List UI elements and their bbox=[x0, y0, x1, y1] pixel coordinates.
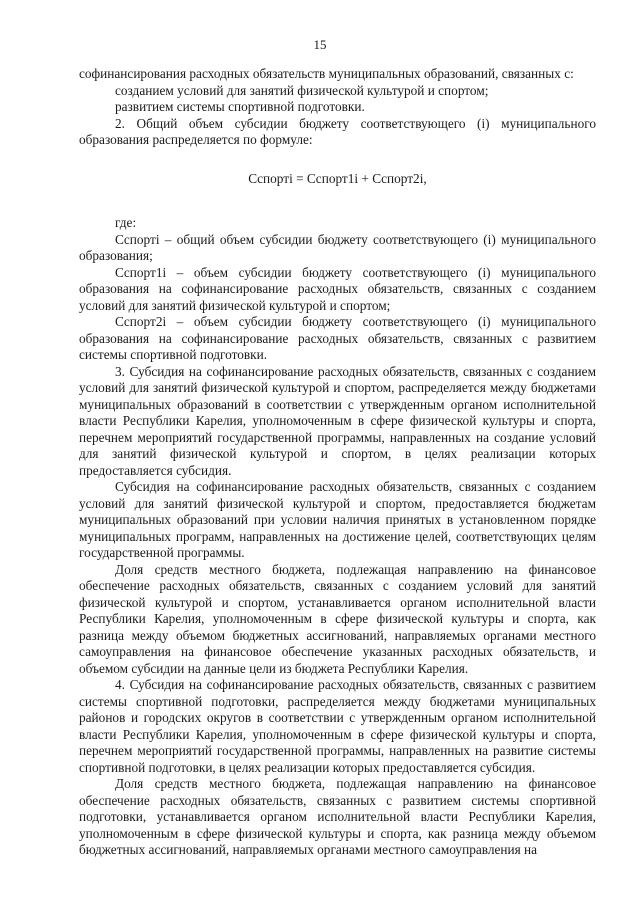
document-body bbox=[79, 66, 596, 859]
paragraph-continuation: софинансирования расходных обязательств муниципальных образований, связанных с: bbox=[79, 66, 574, 81]
paragraph-clause-4: 4. Субсидия на софинансирование расходных обязательств, связанных с развитием системы спортивной подготовки, распределяется между бюджетами муниципальных районов и городских округов в соответствии с утвержденным органом исполнительной власти Республики Карелия, уполномоченным в сфере физической культуры и спорта, перечнем мероприятий государственной программы, направленных на развитие системы спортивной подготовки, в целях реализации которых предоставляется субсидия. bbox=[79, 677, 596, 775]
paragraph-clause-3: 3. Субсидия на софинансирование расходных обязательств, связанных с созданием условий для занятий физической культурой и спортом, распределяется между бюджетами муниципальных образований в соответствии с утвержденным органом исполнительной власти Республики Карелия, уполномоченным в сфере физической культуры и спорта, перечнем мероприятий государственной программы, направленных на создание условий для занятий физической культурой и спортом, в целях реализации которых предоставляется субсидия. bbox=[79, 363, 596, 478]
paragraph-local-budget-share-2: Доля средств местного бюджета, подлежащая направлению на финансовое обеспечение расходных обязательств, связанных с развитием системы спортивной подготовки, устанавливается органом исполнительной власти Республики Карелия, уполномоченным в сфере физической культуры и спорта, как разница между объемом бюджетных ассигнований, направляемых органами местного самоуправления на bbox=[79, 776, 596, 857]
page-number: 15 bbox=[313, 37, 327, 52]
formula: Cспортi = Cспорт1i + Cспорт2i, bbox=[248, 170, 427, 186]
list-item-sport-training: развитием системы спортивной подготовки. bbox=[115, 99, 365, 114]
paragraph-subsidy-condition: Субсидия на софинансирование расходных обязательств, связанных с созданием условий для занятий физической культурой и спортом, предоставляется бюджетам муниципальных образований при условии наличия принятых в установленном порядке муниципальных программ, направленных на достижение целей, соответствующих целям государственной программы. bbox=[79, 479, 596, 560]
formula-definition-part2: Cспорт2i – объем субсидии бюджету соответствующего (i) муниципального образования на софинансирование расходных обязательств, связанных с развитием системы спортивной подготовки. bbox=[79, 314, 596, 362]
formula-definition-total: Cспортi – общий объем субсидии бюджету соответствующего (i) муниципального образования; bbox=[79, 231, 596, 263]
paragraph-local-budget-share-1: Доля средств местного бюджета, подлежащая направлению на финансовое обеспечение расходных обязательств, связанных с созданием условий для занятий физической культурой и спортом, устанавливается органом исполнительной власти Республики Карелия, уполномоченным в сфере физической культуры и спорта, как разница между объемом бюджетных ассигнований, направляемых органами местного самоуправления на финансовое обеспечение указанных расходных обязательств, и объемом субсидии на данные цели из бюджета Республики Карелия. bbox=[79, 561, 596, 676]
formula-where-label: где: bbox=[115, 215, 137, 230]
formula-definition-part1: Cспорт1i – объем субсидии бюджету соответствующего (i) муниципального образования на софинансирование расходных обязательств, связанных с созданием условий для занятий физической культурой и спортом; bbox=[79, 264, 596, 313]
paragraph-clause-2: 2. Общий объем субсидии бюджету соответствующего (i) муниципального образования распределяется по формуле: bbox=[79, 115, 596, 147]
list-item-sport-conditions: созданием условий для занятий физической культурой и спортом; bbox=[115, 82, 489, 98]
